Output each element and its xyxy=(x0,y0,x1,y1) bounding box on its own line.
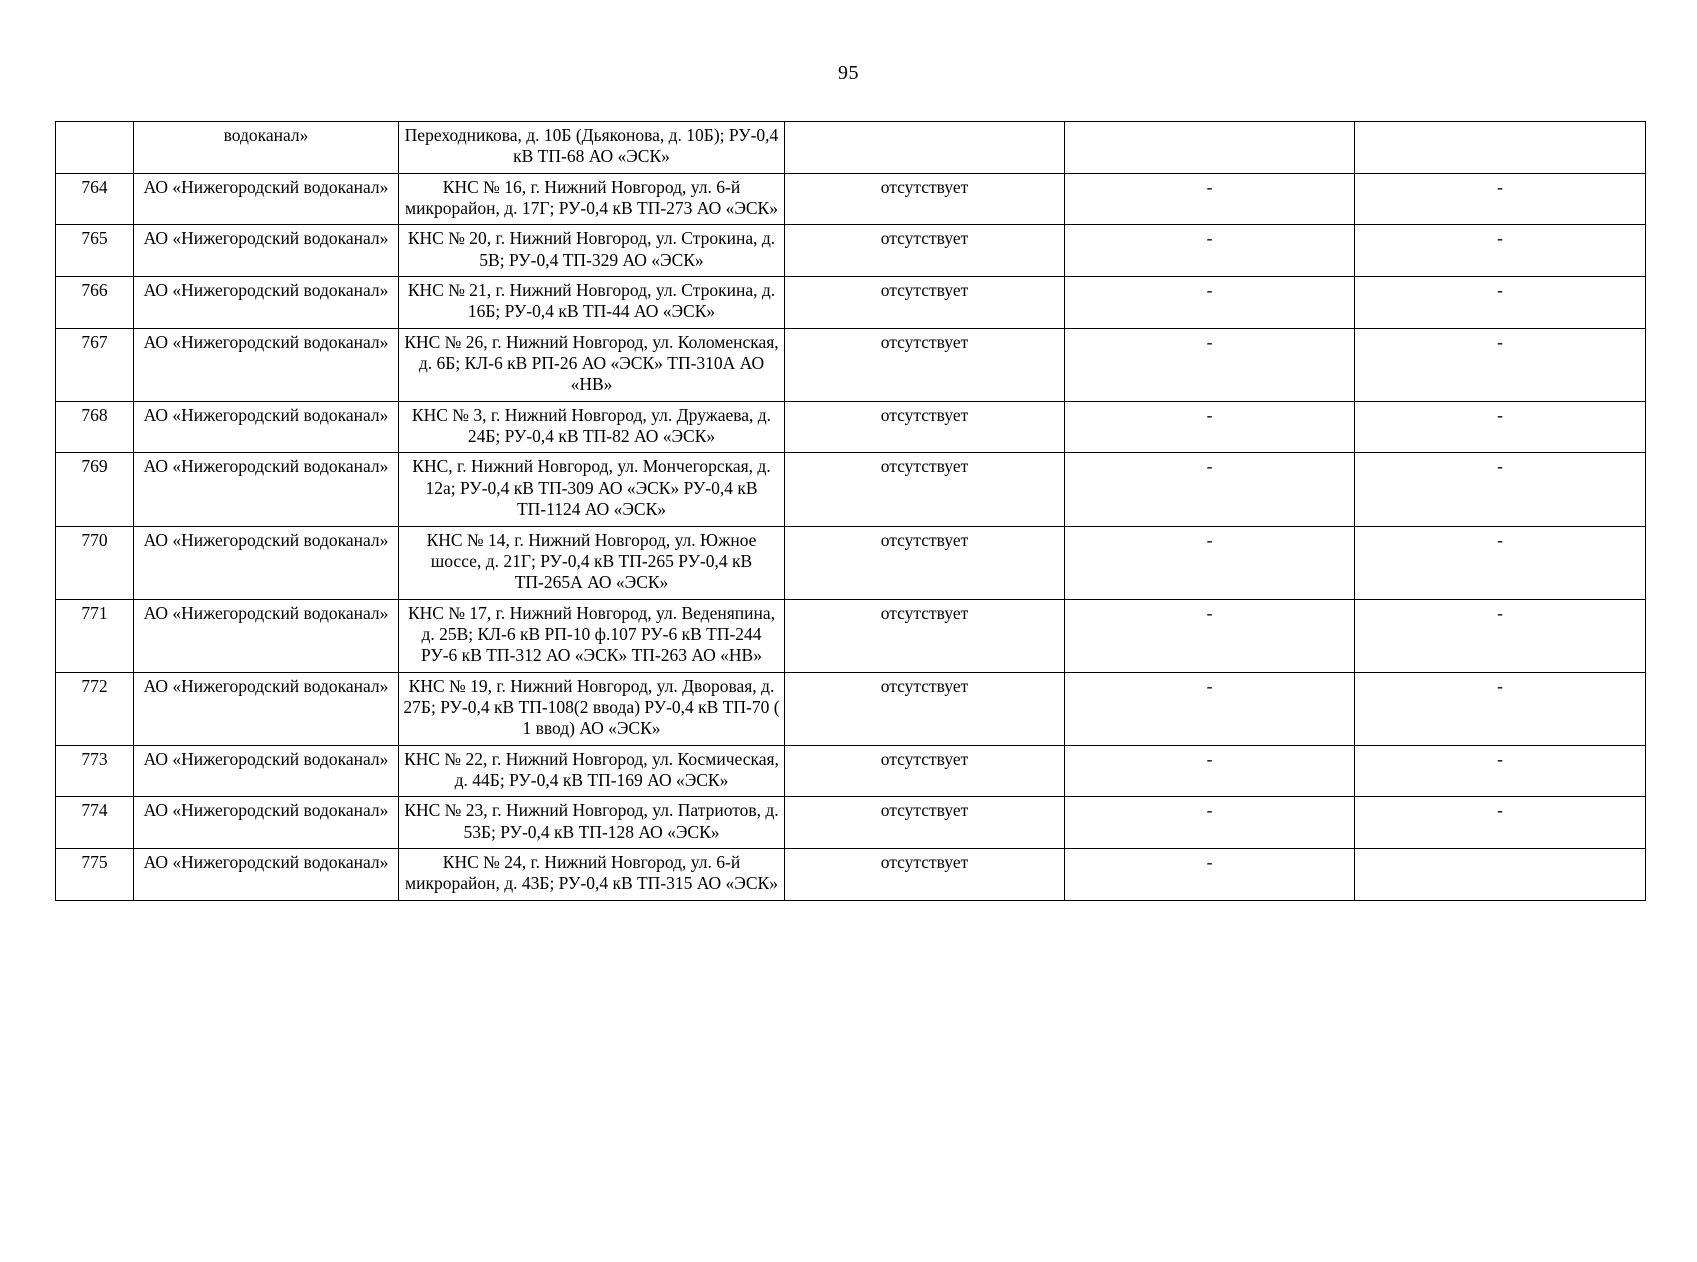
table-row xyxy=(56,401,1646,453)
cell-number: 772 xyxy=(56,672,134,745)
cell-category: отсутствует xyxy=(785,328,1065,401)
cell-reserve-1: - xyxy=(1065,328,1355,401)
cell-reserve-2: - xyxy=(1355,328,1646,401)
cell-reserve-2: - xyxy=(1355,526,1646,599)
table-body xyxy=(56,122,1646,901)
cell-reserve-2 xyxy=(1355,848,1646,900)
cell-category xyxy=(785,122,1065,174)
cell-category: отсутствует xyxy=(785,848,1065,900)
cell-reserve-2: - xyxy=(1355,797,1646,849)
cell-organization: АО «Нижегородский водоканал» xyxy=(134,225,399,277)
cell-object: КНС № 14, г. Нижний Новгород, ул. Южное шоссе, д. 21Г; РУ-0,4 кВ ТП-265 РУ-0,4 кВ ТП-265А АО «ЭСК» xyxy=(399,526,785,599)
table-row xyxy=(56,453,1646,526)
cell-category: отсутствует xyxy=(785,453,1065,526)
cell-reserve-1: - xyxy=(1065,526,1355,599)
cell-organization: АО «Нижегородский водоканал» xyxy=(134,526,399,599)
cell-object: КНС № 3, г. Нижний Новгород, ул. Дружаева, д. 24Б; РУ-0,4 кВ ТП-82 АО «ЭСК» xyxy=(399,401,785,453)
cell-category: отсутствует xyxy=(785,277,1065,329)
cell-organization: АО «Нижегородский водоканал» xyxy=(134,797,399,849)
cell-number: 773 xyxy=(56,745,134,797)
cell-reserve-2: - xyxy=(1355,453,1646,526)
cell-category: отсутствует xyxy=(785,599,1065,672)
cell-reserve-1: - xyxy=(1065,672,1355,745)
table-row xyxy=(56,797,1646,849)
cell-object: КНС № 20, г. Нижний Новгород, ул. Строкина, д. 5В; РУ-0,4 ТП-329 АО «ЭСК» xyxy=(399,225,785,277)
cell-number: 771 xyxy=(56,599,134,672)
cell-object: КНС № 24, г. Нижний Новгород, ул. 6-й микрорайон, д. 43Б; РУ-0,4 кВ ТП-315 АО «ЭСК» xyxy=(399,848,785,900)
table-container xyxy=(0,121,1697,901)
cell-reserve-1: - xyxy=(1065,277,1355,329)
cell-number: 765 xyxy=(56,225,134,277)
cell-organization: АО «Нижегородский водоканал» xyxy=(134,745,399,797)
table-row xyxy=(56,122,1646,174)
cell-category: отсутствует xyxy=(785,225,1065,277)
cell-reserve-2: - xyxy=(1355,173,1646,225)
page-number: 95 xyxy=(838,62,859,84)
table-row xyxy=(56,526,1646,599)
cell-reserve-1: - xyxy=(1065,848,1355,900)
table-row xyxy=(56,173,1646,225)
table-row xyxy=(56,277,1646,329)
cell-organization: АО «Нижегородский водоканал» xyxy=(134,277,399,329)
cell-reserve-1 xyxy=(1065,122,1355,174)
cell-object: КНС № 23, г. Нижний Новгород, ул. Патриотов, д. 53Б; РУ-0,4 кВ ТП-128 АО «ЭСК» xyxy=(399,797,785,849)
cell-reserve-2: - xyxy=(1355,401,1646,453)
document-page xyxy=(0,62,1697,1262)
cell-number: 766 xyxy=(56,277,134,329)
cell-reserve-1: - xyxy=(1065,401,1355,453)
cell-organization: водоканал» xyxy=(134,122,399,174)
cell-object: Переходникова, д. 10Б (Дьяконова, д. 10Б); РУ-0,4 кВ ТП-68 АО «ЭСК» xyxy=(399,122,785,174)
table-row xyxy=(56,745,1646,797)
cell-reserve-2: - xyxy=(1355,599,1646,672)
table-row xyxy=(56,848,1646,900)
cell-organization: АО «Нижегородский водоканал» xyxy=(134,453,399,526)
cell-object: КНС, г. Нижний Новгород, ул. Мончегорская, д. 12а; РУ-0,4 кВ ТП-309 АО «ЭСК» РУ-0,4 кВ ТП-1124 АО «ЭСК» xyxy=(399,453,785,526)
cell-number: 767 xyxy=(56,328,134,401)
cell-number: 774 xyxy=(56,797,134,849)
cell-object: КНС № 17, г. Нижний Новгород, ул. Веденяпина, д. 25В; КЛ-6 кВ РП-10 ф.107 РУ-6 кВ ТП-244 РУ-6 кВ ТП-312 АО «ЭСК» ТП-263 АО «НВ» xyxy=(399,599,785,672)
cell-category: отсутствует xyxy=(785,526,1065,599)
cell-number: 769 xyxy=(56,453,134,526)
cell-reserve-1: - xyxy=(1065,225,1355,277)
cell-object: КНС № 19, г. Нижний Новгород, ул. Дворовая, д. 27Б; РУ-0,4 кВ ТП-108(2 ввода) РУ-0,4 кВ ТП-70 ( 1 ввод) АО «ЭСК» xyxy=(399,672,785,745)
cell-category: отсутствует xyxy=(785,672,1065,745)
cell-reserve-2: - xyxy=(1355,225,1646,277)
cell-object: КНС № 22, г. Нижний Новгород, ул. Космическая, д. 44Б; РУ-0,4 кВ ТП-169 АО «ЭСК» xyxy=(399,745,785,797)
table-row xyxy=(56,599,1646,672)
cell-reserve-2: - xyxy=(1355,277,1646,329)
cell-number: 775 xyxy=(56,848,134,900)
cell-number xyxy=(56,122,134,174)
objects-table xyxy=(55,121,1646,901)
cell-object: КНС № 21, г. Нижний Новгород, ул. Строкина, д. 16Б; РУ-0,4 кВ ТП-44 АО «ЭСК» xyxy=(399,277,785,329)
cell-number: 768 xyxy=(56,401,134,453)
cell-reserve-1: - xyxy=(1065,745,1355,797)
cell-reserve-2: - xyxy=(1355,745,1646,797)
cell-reserve-1: - xyxy=(1065,173,1355,225)
cell-category: отсутствует xyxy=(785,745,1065,797)
cell-category: отсутствует xyxy=(785,401,1065,453)
cell-organization: АО «Нижегородский водоканал» xyxy=(134,328,399,401)
table-row xyxy=(56,225,1646,277)
cell-organization: АО «Нижегородский водоканал» xyxy=(134,173,399,225)
cell-object: КНС № 16, г. Нижний Новгород, ул. 6-й микрорайон, д. 17Г; РУ-0,4 кВ ТП-273 АО «ЭСК» xyxy=(399,173,785,225)
cell-organization: АО «Нижегородский водоканал» xyxy=(134,848,399,900)
table-row xyxy=(56,672,1646,745)
cell-organization: АО «Нижегородский водоканал» xyxy=(134,401,399,453)
cell-organization: АО «Нижегородский водоканал» xyxy=(134,599,399,672)
table-row xyxy=(56,328,1646,401)
cell-number: 770 xyxy=(56,526,134,599)
cell-object: КНС № 26, г. Нижний Новгород, ул. Коломенская, д. 6Б; КЛ-6 кВ РП-26 АО «ЭСК» ТП-310А АО «НВ» xyxy=(399,328,785,401)
cell-reserve-2 xyxy=(1355,122,1646,174)
cell-organization: АО «Нижегородский водоканал» xyxy=(134,672,399,745)
cell-number: 764 xyxy=(56,173,134,225)
cell-reserve-2: - xyxy=(1355,672,1646,745)
cell-category: отсутствует xyxy=(785,797,1065,849)
cell-reserve-1: - xyxy=(1065,797,1355,849)
cell-reserve-1: - xyxy=(1065,453,1355,526)
cell-reserve-1: - xyxy=(1065,599,1355,672)
cell-category: отсутствует xyxy=(785,173,1065,225)
